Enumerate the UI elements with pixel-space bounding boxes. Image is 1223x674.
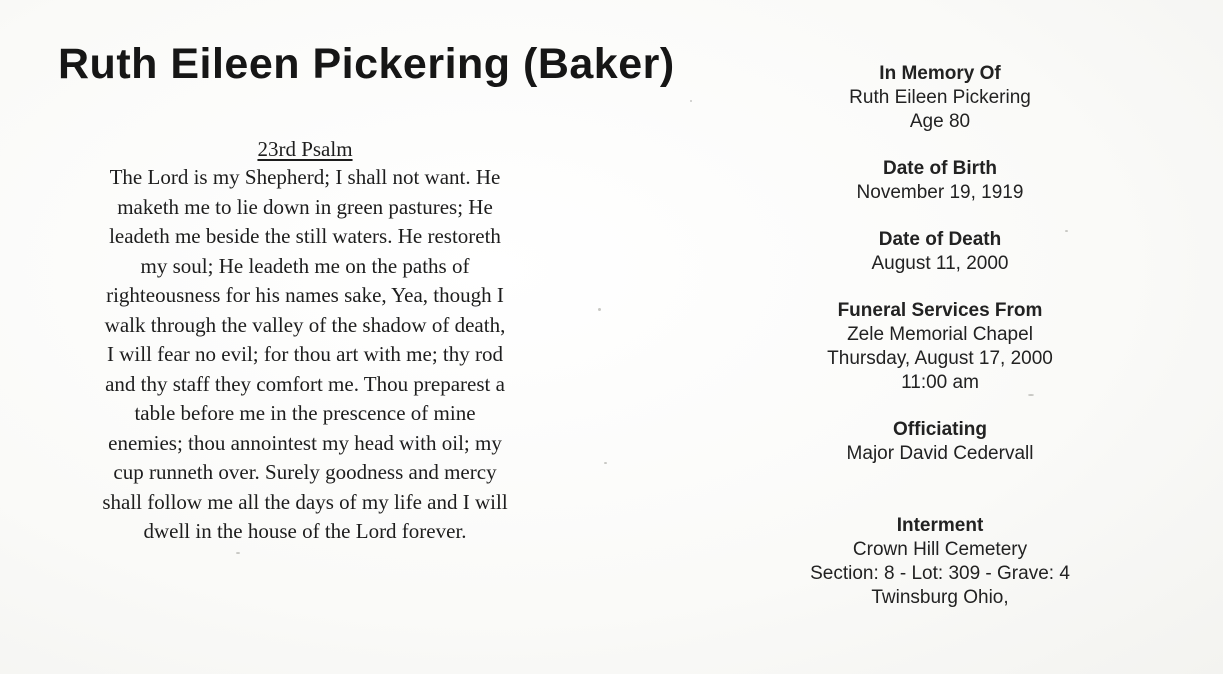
psalm-line: my soul; He leadeth me on the paths of [140, 253, 470, 278]
psalm-line: maketh me to lie down in green pastures; He [117, 194, 493, 219]
cemetery-location: Twinsburg Ohio, [871, 587, 1009, 608]
paper-speck [690, 100, 692, 102]
memory-heading: In Memory Of [879, 63, 1001, 84]
services-date: Thursday, August 17, 2000 [827, 348, 1053, 369]
interment-label: Interment [896, 515, 984, 536]
psalm-line: and thy staff they comfort me. Thou preparest a [105, 371, 505, 396]
psalm-line: dwell in the house of the Lord forever. [143, 519, 467, 543]
services-place: Zele Memorial Chapel [847, 324, 1033, 345]
psalm-line: The Lord is my Shepherd; I shall not want. He [109, 165, 501, 189]
memorial-details [780, 62, 1100, 610]
psalm-line: table before me in the prescence of mine [134, 401, 476, 425]
psalm-line: shall follow me all the days of my life and I will [102, 489, 508, 514]
services-label: Funeral Services From [837, 300, 1043, 321]
officiant-name: Major David Cedervall [846, 443, 1034, 464]
paper-speck [1065, 230, 1068, 232]
cemetery-name: Crown Hill Cemetery [852, 539, 1028, 560]
paper-speck [604, 462, 607, 464]
deceased-age: Age 80 [909, 111, 971, 132]
psalm-line: I will fear no evil; for thou art with me; thy rod [107, 342, 503, 366]
cemetery-plot: Section: 8 - Lot: 309 - Grave: 4 [810, 563, 1070, 584]
birth-date: November 19, 1919 [856, 182, 1024, 203]
paper-speck [236, 552, 240, 554]
psalm-line: leadeth me beside the still waters. He restoreth [109, 224, 501, 248]
paper-speck [1028, 394, 1034, 396]
death-label: Date of Death [878, 229, 1002, 250]
psalm-title: 23rd Psalm [257, 137, 353, 161]
psalm-line: walk through the valley of the shadow of death, [104, 312, 506, 337]
death-date: August 11, 2000 [871, 253, 1009, 274]
psalm-line: cup runneth over. Surely goodness and mercy [113, 460, 497, 484]
officiating-label: Officiating [893, 419, 987, 440]
paper-speck [598, 308, 601, 311]
psalm-line: righteousness for his names sake, Yea, though I [106, 283, 504, 307]
psalm-line: enemies; thou annointest my head with oil; my [108, 430, 502, 455]
psalm-section [55, 135, 555, 547]
page-title: Ruth Eileen Pickering (Baker) [58, 40, 675, 88]
birth-label: Date of Birth [883, 158, 997, 179]
services-time: 11:00 am [901, 372, 979, 393]
deceased-name: Ruth Eileen Pickering [849, 87, 1031, 108]
